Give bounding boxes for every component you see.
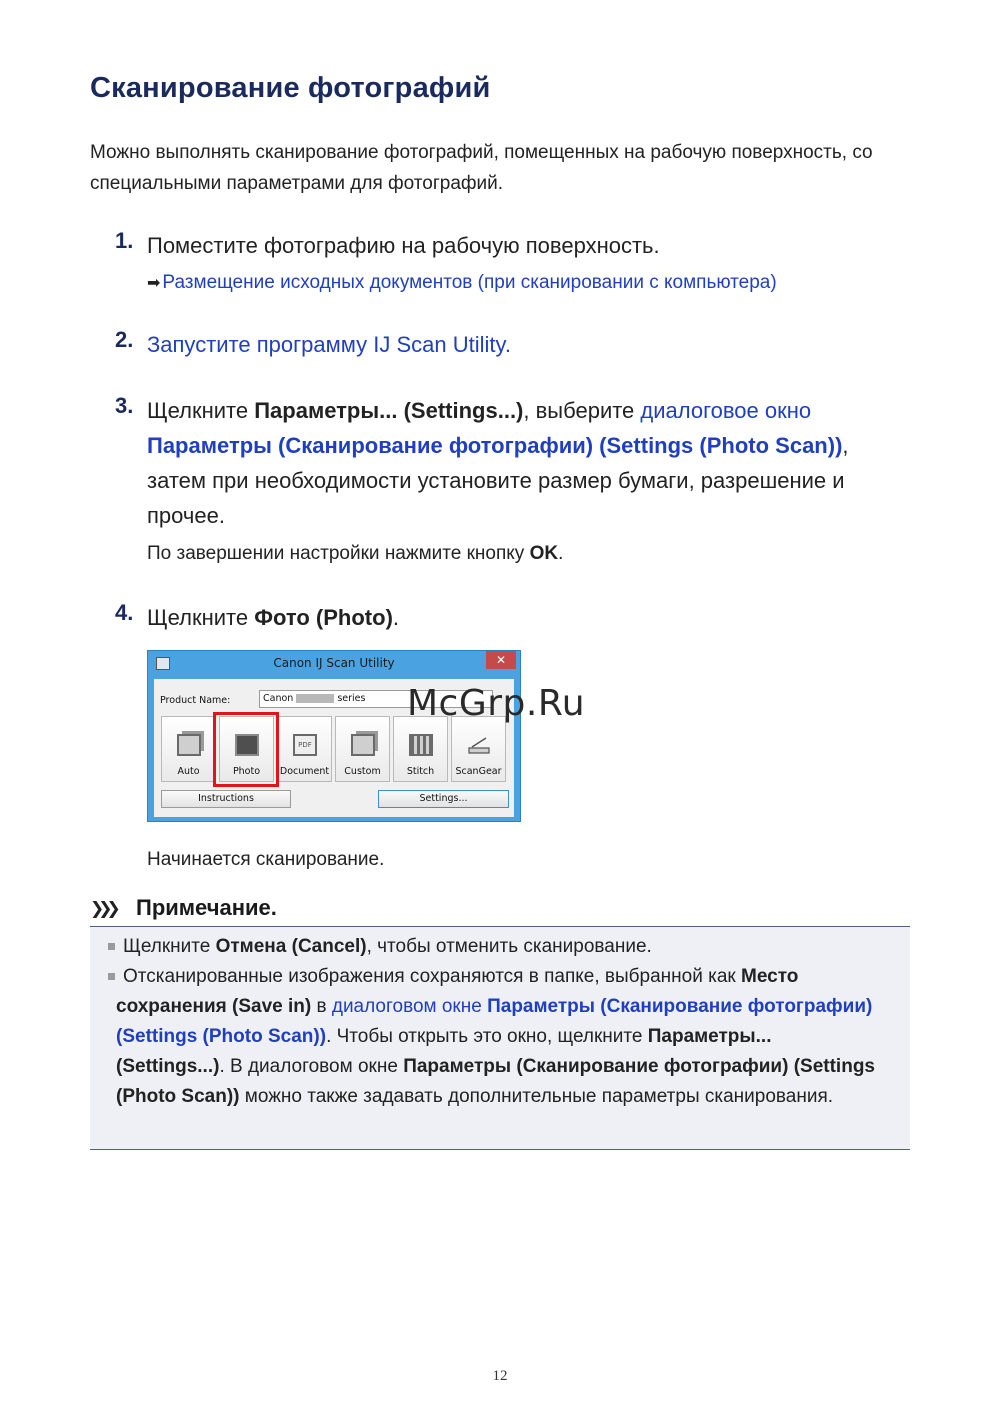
bullet-icon bbox=[108, 943, 115, 950]
window-title: Canon IJ Scan Utility bbox=[273, 656, 395, 670]
tool-label: Document bbox=[279, 766, 330, 777]
page-title: Сканирование фотографий bbox=[90, 72, 491, 104]
custom-button[interactable] bbox=[335, 716, 390, 782]
scan-utility-window bbox=[147, 650, 521, 822]
step-number: 1. bbox=[115, 228, 134, 253]
text-run: в bbox=[311, 996, 332, 1017]
text-run: , затем при необходимости установите размер бумаги, разрешение и прочее. bbox=[147, 433, 849, 528]
settings-term: Параметры... (Settings...) bbox=[116, 1026, 772, 1077]
step-text: Поместите фотографию на рабочую поверхность. bbox=[147, 233, 660, 258]
placement-doc-link[interactable]: Размещение исходных документов (при сканировании с компьютера) bbox=[162, 272, 777, 293]
stitch-icon bbox=[409, 734, 433, 756]
product-suffix: series bbox=[337, 693, 366, 704]
auto-scan-icon bbox=[177, 734, 201, 756]
close-button[interactable]: ✕ bbox=[486, 651, 516, 669]
note-item bbox=[116, 962, 876, 1112]
photo-scan-settings-link[interactable]: Параметры (Сканирование фотографии) (Settings (Photo Scan)) bbox=[147, 433, 843, 458]
bullet-icon bbox=[108, 973, 115, 980]
auto-button[interactable] bbox=[161, 716, 216, 782]
text-run: . bbox=[558, 543, 564, 564]
dialog-link[interactable]: диалоговое окно bbox=[640, 398, 812, 423]
ok-term: OK bbox=[529, 543, 559, 564]
step-number: 2. bbox=[115, 327, 134, 352]
product-name-label: Product Name: bbox=[160, 695, 231, 706]
stitch-button[interactable] bbox=[393, 716, 448, 782]
text-run: . Чтобы открыть это окно, щелкните bbox=[326, 1026, 648, 1047]
photo-scan-settings-term: Параметры (Сканирование фотографии) (Settings (Photo Scan)) bbox=[116, 1056, 875, 1107]
text-run: Щелкните bbox=[147, 398, 255, 423]
note-arrows-icon: ❯❯❯ bbox=[90, 899, 115, 918]
tool-label: Auto bbox=[177, 766, 200, 777]
settings-button[interactable]: Settings... bbox=[378, 790, 509, 808]
pdf-document-icon: PDF bbox=[293, 734, 317, 756]
step-number: 3. bbox=[115, 393, 134, 418]
step-sub-text bbox=[147, 540, 907, 568]
dialog-link[interactable]: диалоговом окне bbox=[331, 996, 482, 1017]
start-utility-link[interactable]: Запустите программу IJ Scan Utility. bbox=[147, 332, 511, 357]
note-item bbox=[116, 932, 876, 962]
photo-scan-settings-link[interactable]: Параметры (Сканирование фотографии) (Settings (Photo Scan)) bbox=[116, 996, 873, 1047]
scangear-button[interactable] bbox=[451, 716, 506, 782]
cancel-term: Отмена (Cancel) bbox=[215, 936, 367, 957]
tool-label: Custom bbox=[344, 766, 381, 777]
text-run: . В диалоговом окне bbox=[219, 1056, 404, 1077]
custom-scan-icon bbox=[351, 734, 375, 756]
tool-label: Stitch bbox=[406, 766, 435, 777]
tool-label: ScanGear bbox=[455, 766, 502, 777]
text-run: Отсканированные изображения сохраняются в папке, выбранной как bbox=[123, 966, 742, 987]
note-header bbox=[90, 893, 910, 928]
window-titlebar bbox=[148, 651, 520, 677]
page-number: 12 bbox=[492, 1368, 508, 1384]
instructions-button[interactable]: Instructions bbox=[161, 790, 291, 808]
text-run: , выберите bbox=[523, 398, 641, 423]
text-run: можно также задавать дополнительные параметры сканирования. bbox=[239, 1086, 834, 1107]
watermark: McGrp.Ru bbox=[407, 683, 586, 724]
save-in-term: Место сохранения (Save in) bbox=[116, 966, 799, 1017]
text-run: По завершении настройки нажмите кнопку bbox=[147, 543, 530, 564]
text-run: Щелкните bbox=[123, 936, 216, 957]
tool-label: Photo bbox=[232, 766, 261, 777]
step-text bbox=[147, 393, 907, 533]
photo-term: Фото (Photo) bbox=[254, 605, 393, 630]
text-run: . bbox=[392, 605, 400, 630]
scanner-icon bbox=[467, 734, 491, 756]
arrow-right-icon: ➡ bbox=[147, 275, 161, 292]
settings-term: Параметры... (Settings...) bbox=[254, 398, 524, 423]
intro-paragraph: Можно выполнять сканирование фотографий, помещенных на рабочую поверхность, со специальными параметрами для фотографий. bbox=[90, 142, 873, 194]
document-button[interactable] bbox=[277, 716, 332, 782]
text-run: , чтобы отменить сканирование. bbox=[366, 936, 652, 957]
note-title: Примечание. bbox=[136, 895, 277, 920]
product-prefix: Canon bbox=[263, 693, 294, 704]
step-number: 4. bbox=[115, 600, 134, 625]
redacted-model bbox=[296, 694, 334, 703]
note-box bbox=[90, 927, 910, 1150]
text-run: Щелкните bbox=[147, 605, 255, 630]
photo-button-highlight bbox=[213, 712, 279, 787]
step-link-row bbox=[147, 269, 907, 298]
scan-start-text: Начинается сканирование. bbox=[147, 849, 385, 870]
